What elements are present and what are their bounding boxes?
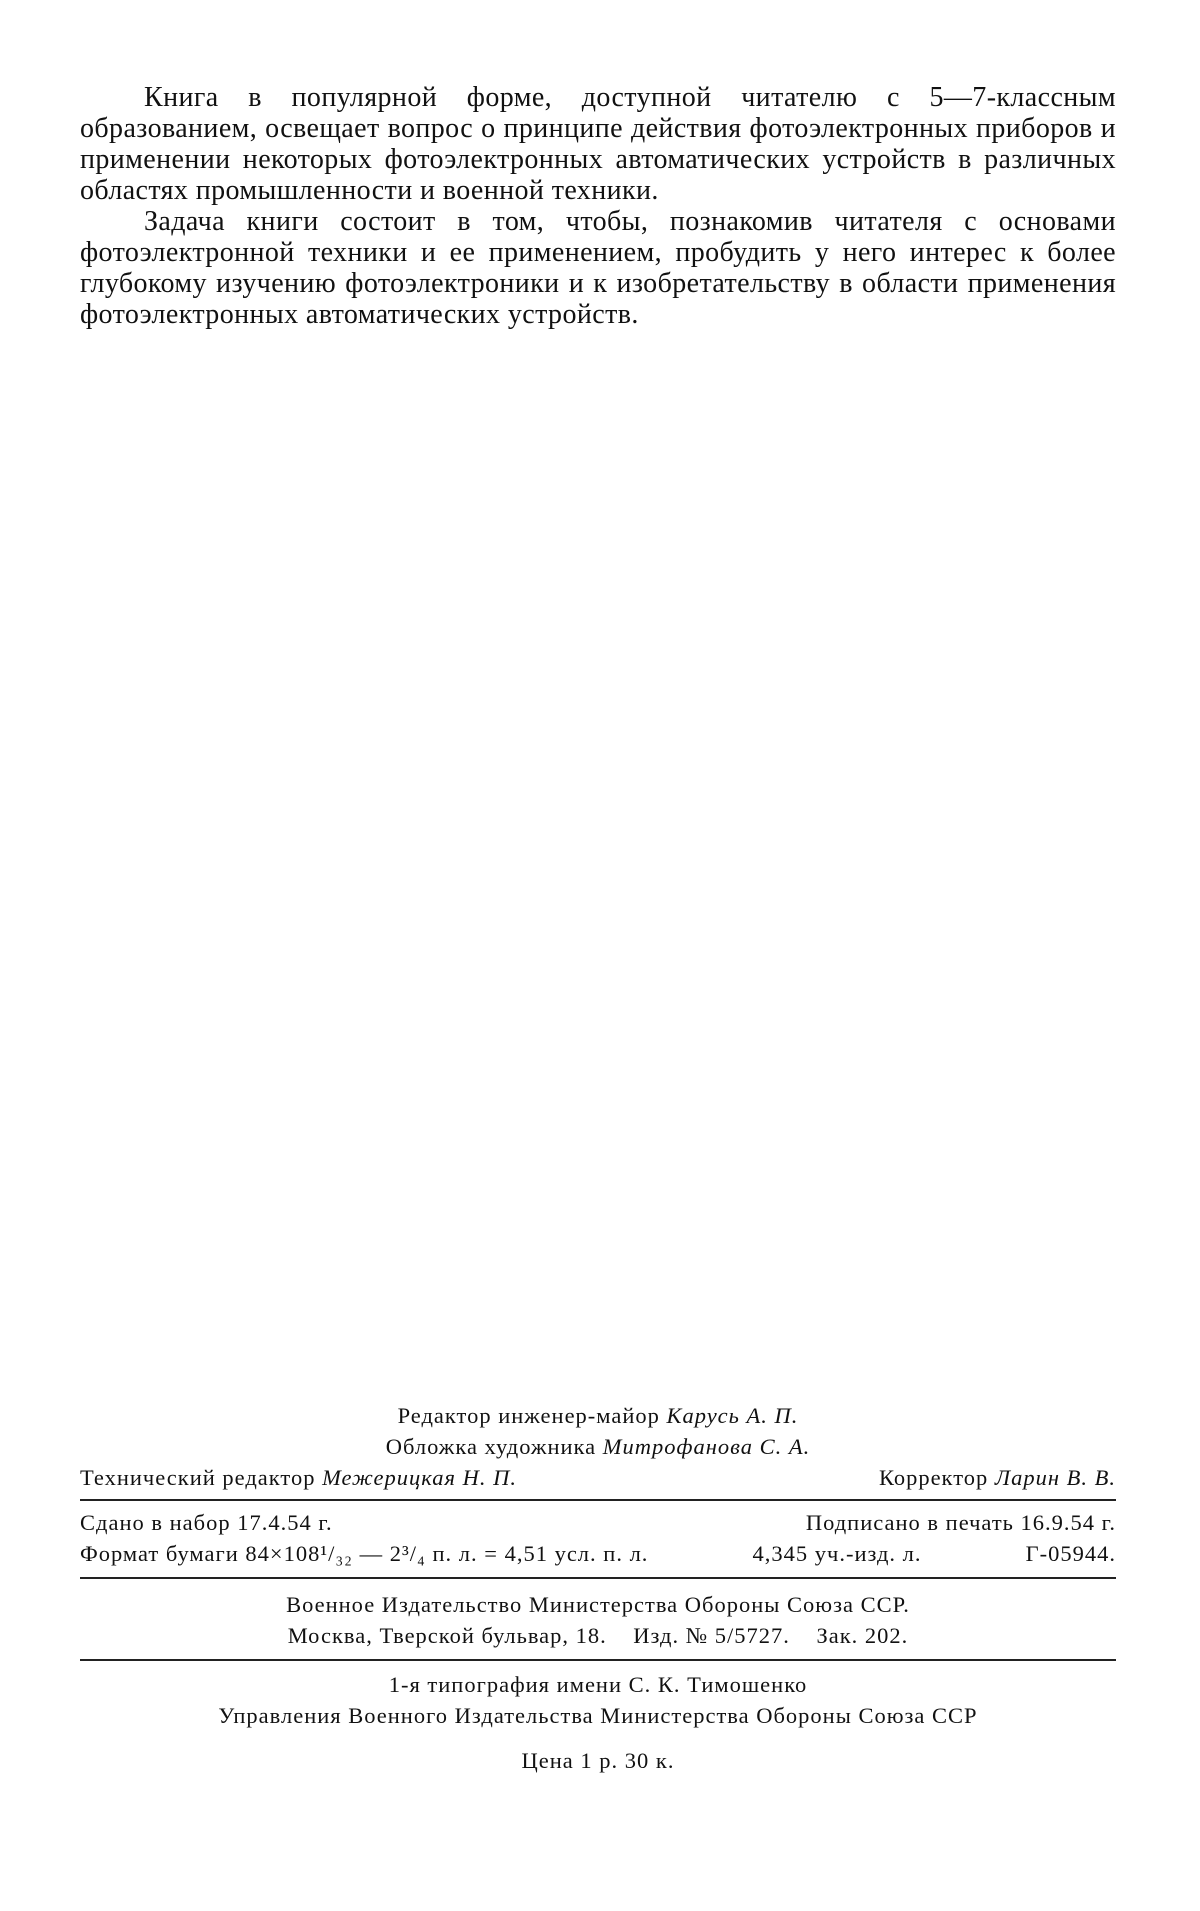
order-number: Зак. 202. (816, 1623, 909, 1648)
annotation-paragraph-1: Книга в популярной форме, доступной читателю с 5—7-классным образованием, освещает вопрос о принципе действия фотоэлектронных приборов и применении некоторых фотоэлектронных автоматических устройств в различных областях промышленности и военной техники. (80, 82, 1116, 206)
publisher-address: Москва, Тверской бульвар, 18. (287, 1623, 607, 1648)
printer-department: Управления Военного Издательства Министерства Обороны Союза ССР (218, 1703, 978, 1728)
tech-editor-credit (80, 1462, 517, 1493)
price: Цена 1 р. 30 к. (521, 1748, 675, 1773)
paper-format: Формат бумаги 84×108¹/₃₂ — 2³/₄ п. л. = 4,51 усл. п. л. (80, 1541, 649, 1566)
corrector-label: Корректор (878, 1465, 989, 1490)
publisher-address-line (80, 1620, 1116, 1651)
book-annotation (80, 82, 1116, 330)
print-dates-line (80, 1507, 1116, 1538)
editor-label: Редактор инженер-майор (397, 1403, 660, 1428)
tech-editor-label: Технический редактор (80, 1465, 316, 1490)
publisher-name: Военное Издательство Министерства Обороны Союза ССР. (286, 1592, 910, 1617)
cover-artist-label: Обложка художника (385, 1434, 597, 1459)
divider-rule (80, 1659, 1116, 1661)
cover-artist-name: Митрофанова С. А. (602, 1434, 811, 1459)
imprint-block (80, 1400, 1116, 1776)
editor-credit (80, 1400, 1116, 1431)
tech-editor-name: Межерицкая Н. П. (322, 1465, 517, 1490)
cover-artist-credit (80, 1431, 1116, 1462)
tech-editor-corrector-line (80, 1462, 1116, 1493)
signed-date: Подписано в печать 16.9.54 г. (805, 1510, 1116, 1535)
annotation-paragraph-2: Задача книги состоит в том, чтобы, познакомив читателя с основами фотоэлектронной техники и ее применением, пробудить у него интерес к более глубокому изучению фотоэлектроники и к изобретательству в области применения фотоэлектронных автоматических устройств. (80, 206, 1116, 330)
divider-rule (80, 1577, 1116, 1579)
paper-format-line (80, 1538, 1116, 1569)
editor-name: Карусь А. П. (666, 1403, 799, 1428)
publisher-sheets: 4,345 уч.-изд. л. (752, 1541, 922, 1566)
corrector-name: Ларин В. В. (994, 1465, 1116, 1490)
censor-code: Г-05944. (1025, 1541, 1116, 1566)
issue-number: Изд. № 5/5727. (633, 1623, 790, 1648)
corrector-credit (879, 1462, 1116, 1493)
printer-name: 1-я типография имени С. К. Тимошенко (388, 1672, 808, 1697)
submitted-date: Сдано в набор 17.4.54 г. (80, 1510, 333, 1535)
divider-rule (80, 1499, 1116, 1501)
